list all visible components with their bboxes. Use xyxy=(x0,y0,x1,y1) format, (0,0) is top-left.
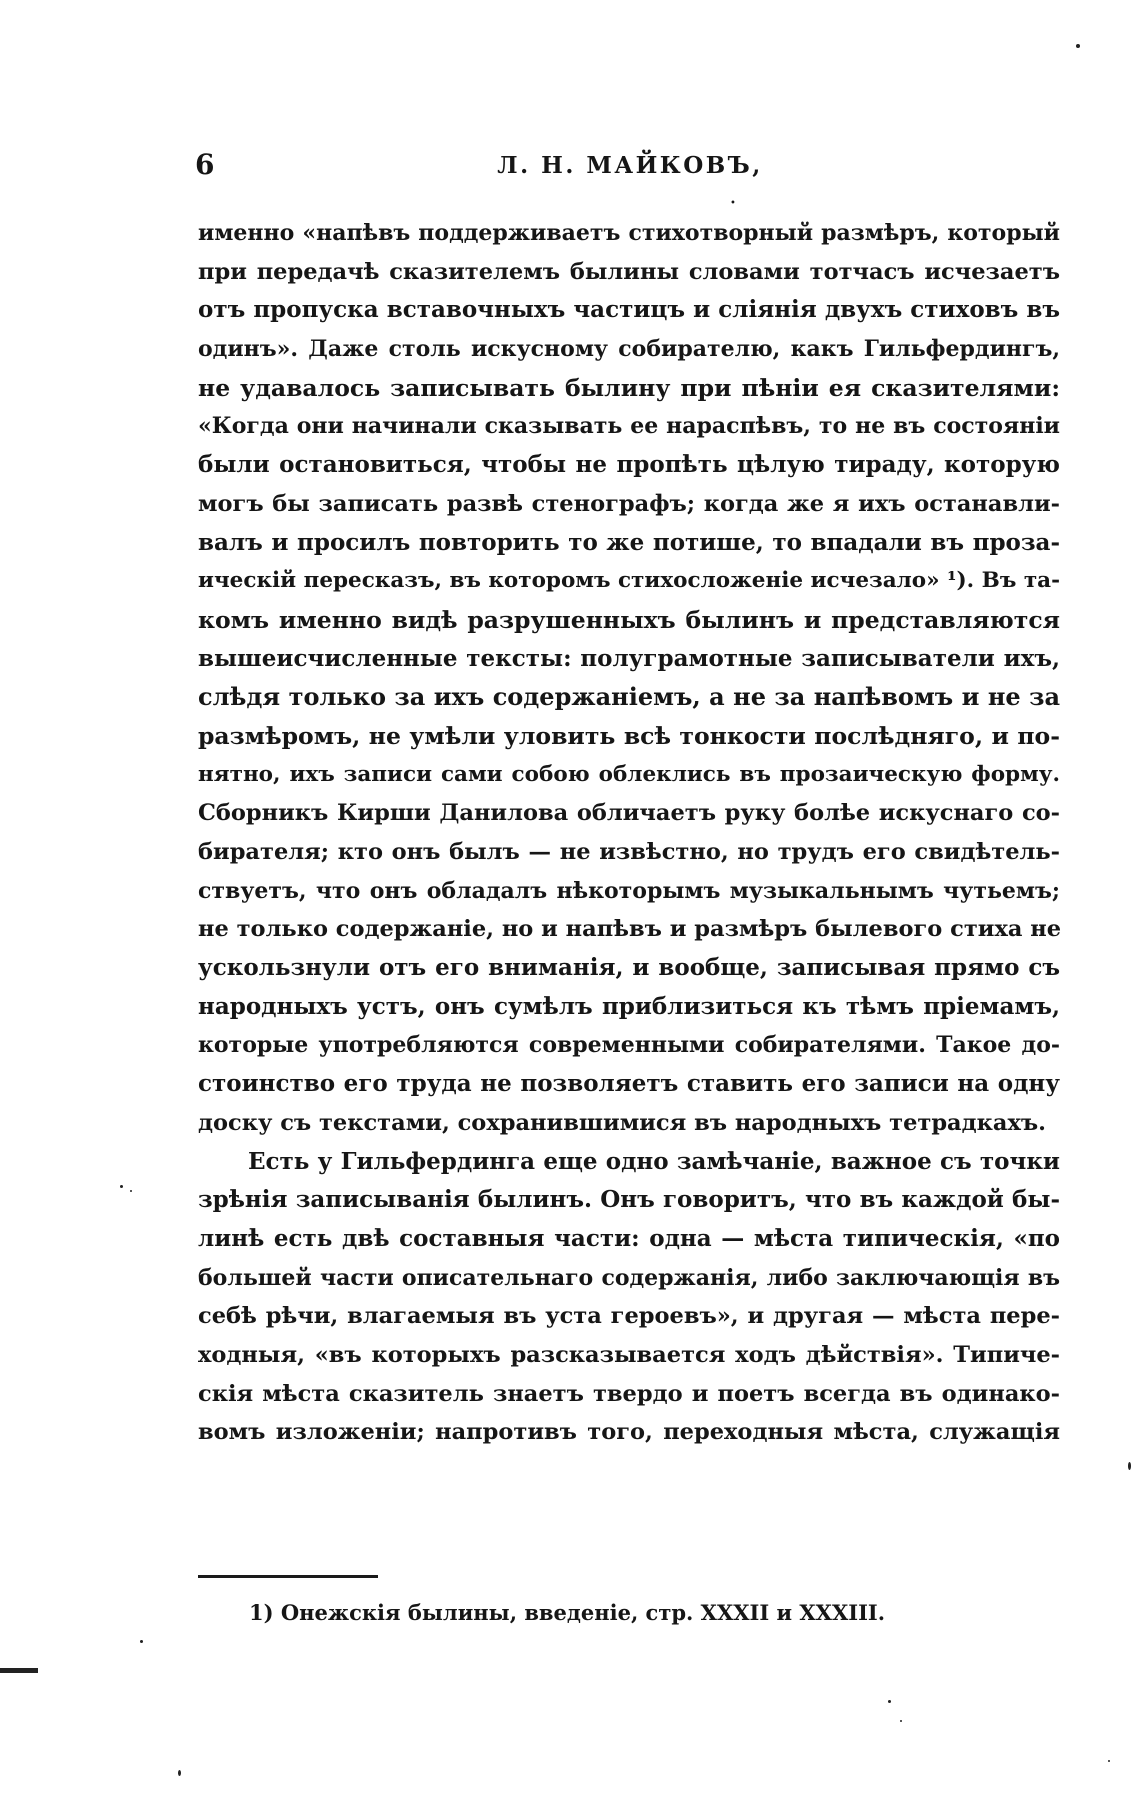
ink-speck xyxy=(900,1720,902,1722)
text-line: ускользнули отъ его вниманiя, и вообще, записывая прямо съ xyxy=(198,954,1060,982)
text-line: могъ бы записать развѣ стенографъ; когда же я ихъ останавли- xyxy=(198,490,1060,517)
text-line: вомъ изложенiи; напротивъ того, переходныя мѣста, служащiя xyxy=(198,1419,1060,1446)
text-line: не удавалось записывать былину при пѣнiи ея сказителями: xyxy=(198,373,1060,402)
text-line: ходныя, «въ которыхъ разсказывается ходъ дѣйствiя». Типиче- xyxy=(198,1341,1060,1368)
footnote: 1) Онежскiя былины, введенiе, стр. XXXII и XXXIII. xyxy=(249,1600,886,1625)
text-line: одинъ». Даже столь искусному собирателю, какъ Гильфердингъ, xyxy=(198,336,1060,363)
text-line: которые употребляются современными собирателями. Такое до- xyxy=(198,1032,1060,1059)
text-line: линѣ есть двѣ составныя части: одна — мѣста типическiя, «по xyxy=(198,1224,1060,1252)
text-line: скiя мѣста сказитель знаетъ твердо и поетъ всегда въ одинако- xyxy=(198,1380,1060,1407)
text-line: валъ и просилъ повторить то же потише, то впадали въ проза- xyxy=(198,528,1060,556)
text-line: себѣ рѣчи, влагаемыя въ уста героевъ», и другая — мѣста пере- xyxy=(198,1303,1060,1330)
scan-edge-mark xyxy=(0,1668,38,1673)
text-line: ствуетъ, что онъ обладалъ нѣкоторымъ музыкальнымъ чутьемъ; xyxy=(198,877,1060,904)
text-line: вышеисчисленные тексты: полуграмотные записыватели ихъ, xyxy=(198,644,1060,672)
footnote-rule xyxy=(198,1575,378,1578)
ink-speck xyxy=(130,1190,132,1192)
ink-speck xyxy=(888,1700,891,1703)
text-line: комъ именно видѣ разрушенныхъ былинъ и представляются xyxy=(198,605,1060,634)
text-line: доску съ текстами, сохранившимися въ народныхъ тетрадкахъ. xyxy=(198,1109,1046,1136)
ink-speck xyxy=(178,1770,181,1776)
text-line: отъ пропуска вставочныхъ частицъ и слiянiя двухъ стиховъ въ xyxy=(198,296,1060,324)
text-line: большей части описательнаго содержанiя, либо заключающiя въ xyxy=(198,1264,1060,1291)
text-line: слѣдя только за ихъ содержанiемъ, а не за напѣвомъ и не за xyxy=(198,682,1060,712)
text-line: не только содержанiе, но и напѣвъ и размѣръ былевого стиха не xyxy=(198,916,1062,943)
ink-speck xyxy=(140,1640,143,1643)
text-line: размѣромъ, не умѣли уловить всѣ тонкости послѣдняго, и по- xyxy=(198,721,1060,750)
text-line: бирателя; кто онъ былъ — не извѣстно, но трудъ его свидѣтель- xyxy=(198,839,1060,865)
text-line: Сборникъ Кирши Данилова обличаетъ руку болѣе искуснаго со- xyxy=(198,800,1060,827)
text-line: «Когда они начинали сказывать ее нараспѣвъ, то не въ состоянiи xyxy=(198,413,1060,440)
paragraph-start-line: Есть у Гильфердинга еще одно замѣчанiе, важное съ точки xyxy=(248,1147,1060,1175)
text-line: при передачѣ сказителемъ былины словами тотчасъ исчезаетъ xyxy=(198,258,1060,285)
text-line: народныхъ устъ, онъ сумѣлъ приблизиться къ тѣмъ прiемамъ, xyxy=(198,992,1060,1020)
body-text xyxy=(198,214,1060,1452)
ink-speck xyxy=(1076,44,1080,48)
text-line: зрѣнiя записыванiя былинъ. Онъ говоритъ, что въ каждой бы- xyxy=(198,1186,1060,1214)
text-line: стоинство его труда не позволяетъ ставить его записи на одну xyxy=(198,1070,1060,1098)
text-line: были остановиться, чтобы не пропѣть цѣлую тираду, которую xyxy=(198,451,1060,479)
page-header xyxy=(195,148,1065,209)
page-number: 6 xyxy=(195,148,216,181)
ink-speck xyxy=(1108,1760,1110,1762)
running-head: Л. Н. МАЙКОВЪ, xyxy=(497,152,763,179)
ink-speck xyxy=(1128,1462,1131,1470)
text-line: нятно, ихъ записи сами собою облеклись въ прозаическую форму. xyxy=(198,761,1060,787)
ink-speck: • xyxy=(730,198,736,209)
ink-speck xyxy=(120,1185,123,1188)
text-line: ическiй пересказъ, въ которомъ стихосложенiе исчезало» ¹). Въ та- xyxy=(198,568,1060,594)
text-line: именно «напѣвъ поддерживаетъ стихотворный размѣръ, который xyxy=(198,220,1060,246)
